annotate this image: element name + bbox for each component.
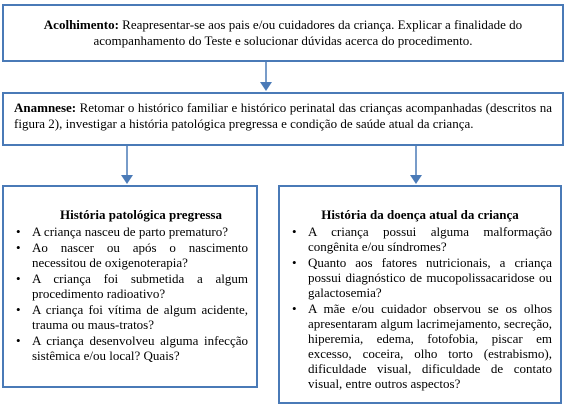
list-item: • Ao nascer ou após o nascimento necessitou de oxigenoterapia? [32,240,248,270]
historia-atual-box [278,185,562,404]
arrow-anamnese-to-atual [410,146,422,184]
list-item: • Quanto aos fatores nutricionais, a criança possui diagnóstico de mucopolissacaridose ou galactosemia? [308,255,552,300]
acolhimento-text: Reapresentar-se aos pais e/ou cuidadores da criança. Explicar a finalidade do acompanhamento do Teste e solucionar dúvidas acerca do procedimento. [93,17,523,48]
arrow-acolhimento-to-anamnese [260,62,272,91]
list-item: • A criança foi vítima de algum acidente, trauma ou maus-tratos? [32,302,248,332]
acolhimento-label: Acolhimento: [43,17,119,32]
list-item: • A criança foi submetida a algum procedimento radioativo? [32,271,248,301]
anamnese-content [14,100,552,132]
acolhimento-box [2,4,564,62]
historia-patologica-list [12,224,248,363]
anamnese-box [2,92,564,146]
list-item: • A criança nasceu de parto prematuro? [32,224,248,239]
list-item: • A mãe e/ou cuidador observou se os olhos apresentaram algum lacrimejamento, secreção, hiperemia, edema, fotofobia, piscar em excesso, coceira, olho torto (estrabismo), dificuldade visual, dificuldade de contato visual, entre outros aspectos? [308,301,552,391]
historia-patologica-box [2,185,258,388]
list-item: • A criança desenvolveu alguma infecção sistêmica e/ou local? Quais? [32,333,248,363]
list-item: • A criança possui alguma malformação congênita e/ou síndromes? [308,224,552,254]
historia-atual-title: História da doença atual da criança [321,207,519,222]
historia-atual-list [288,224,552,391]
historia-patologica-title: História patológica pregressa [59,207,222,222]
arrow-anamnese-to-patologica [121,146,133,184]
anamnese-text: Retomar o histórico familiar e histórico perinatal das crianças acompanhadas (descritos na figura 2), investigar a história patológica pregressa e condição de saúde atual da criança. [14,100,552,131]
anamnese-label: Anamnese: [14,100,77,115]
